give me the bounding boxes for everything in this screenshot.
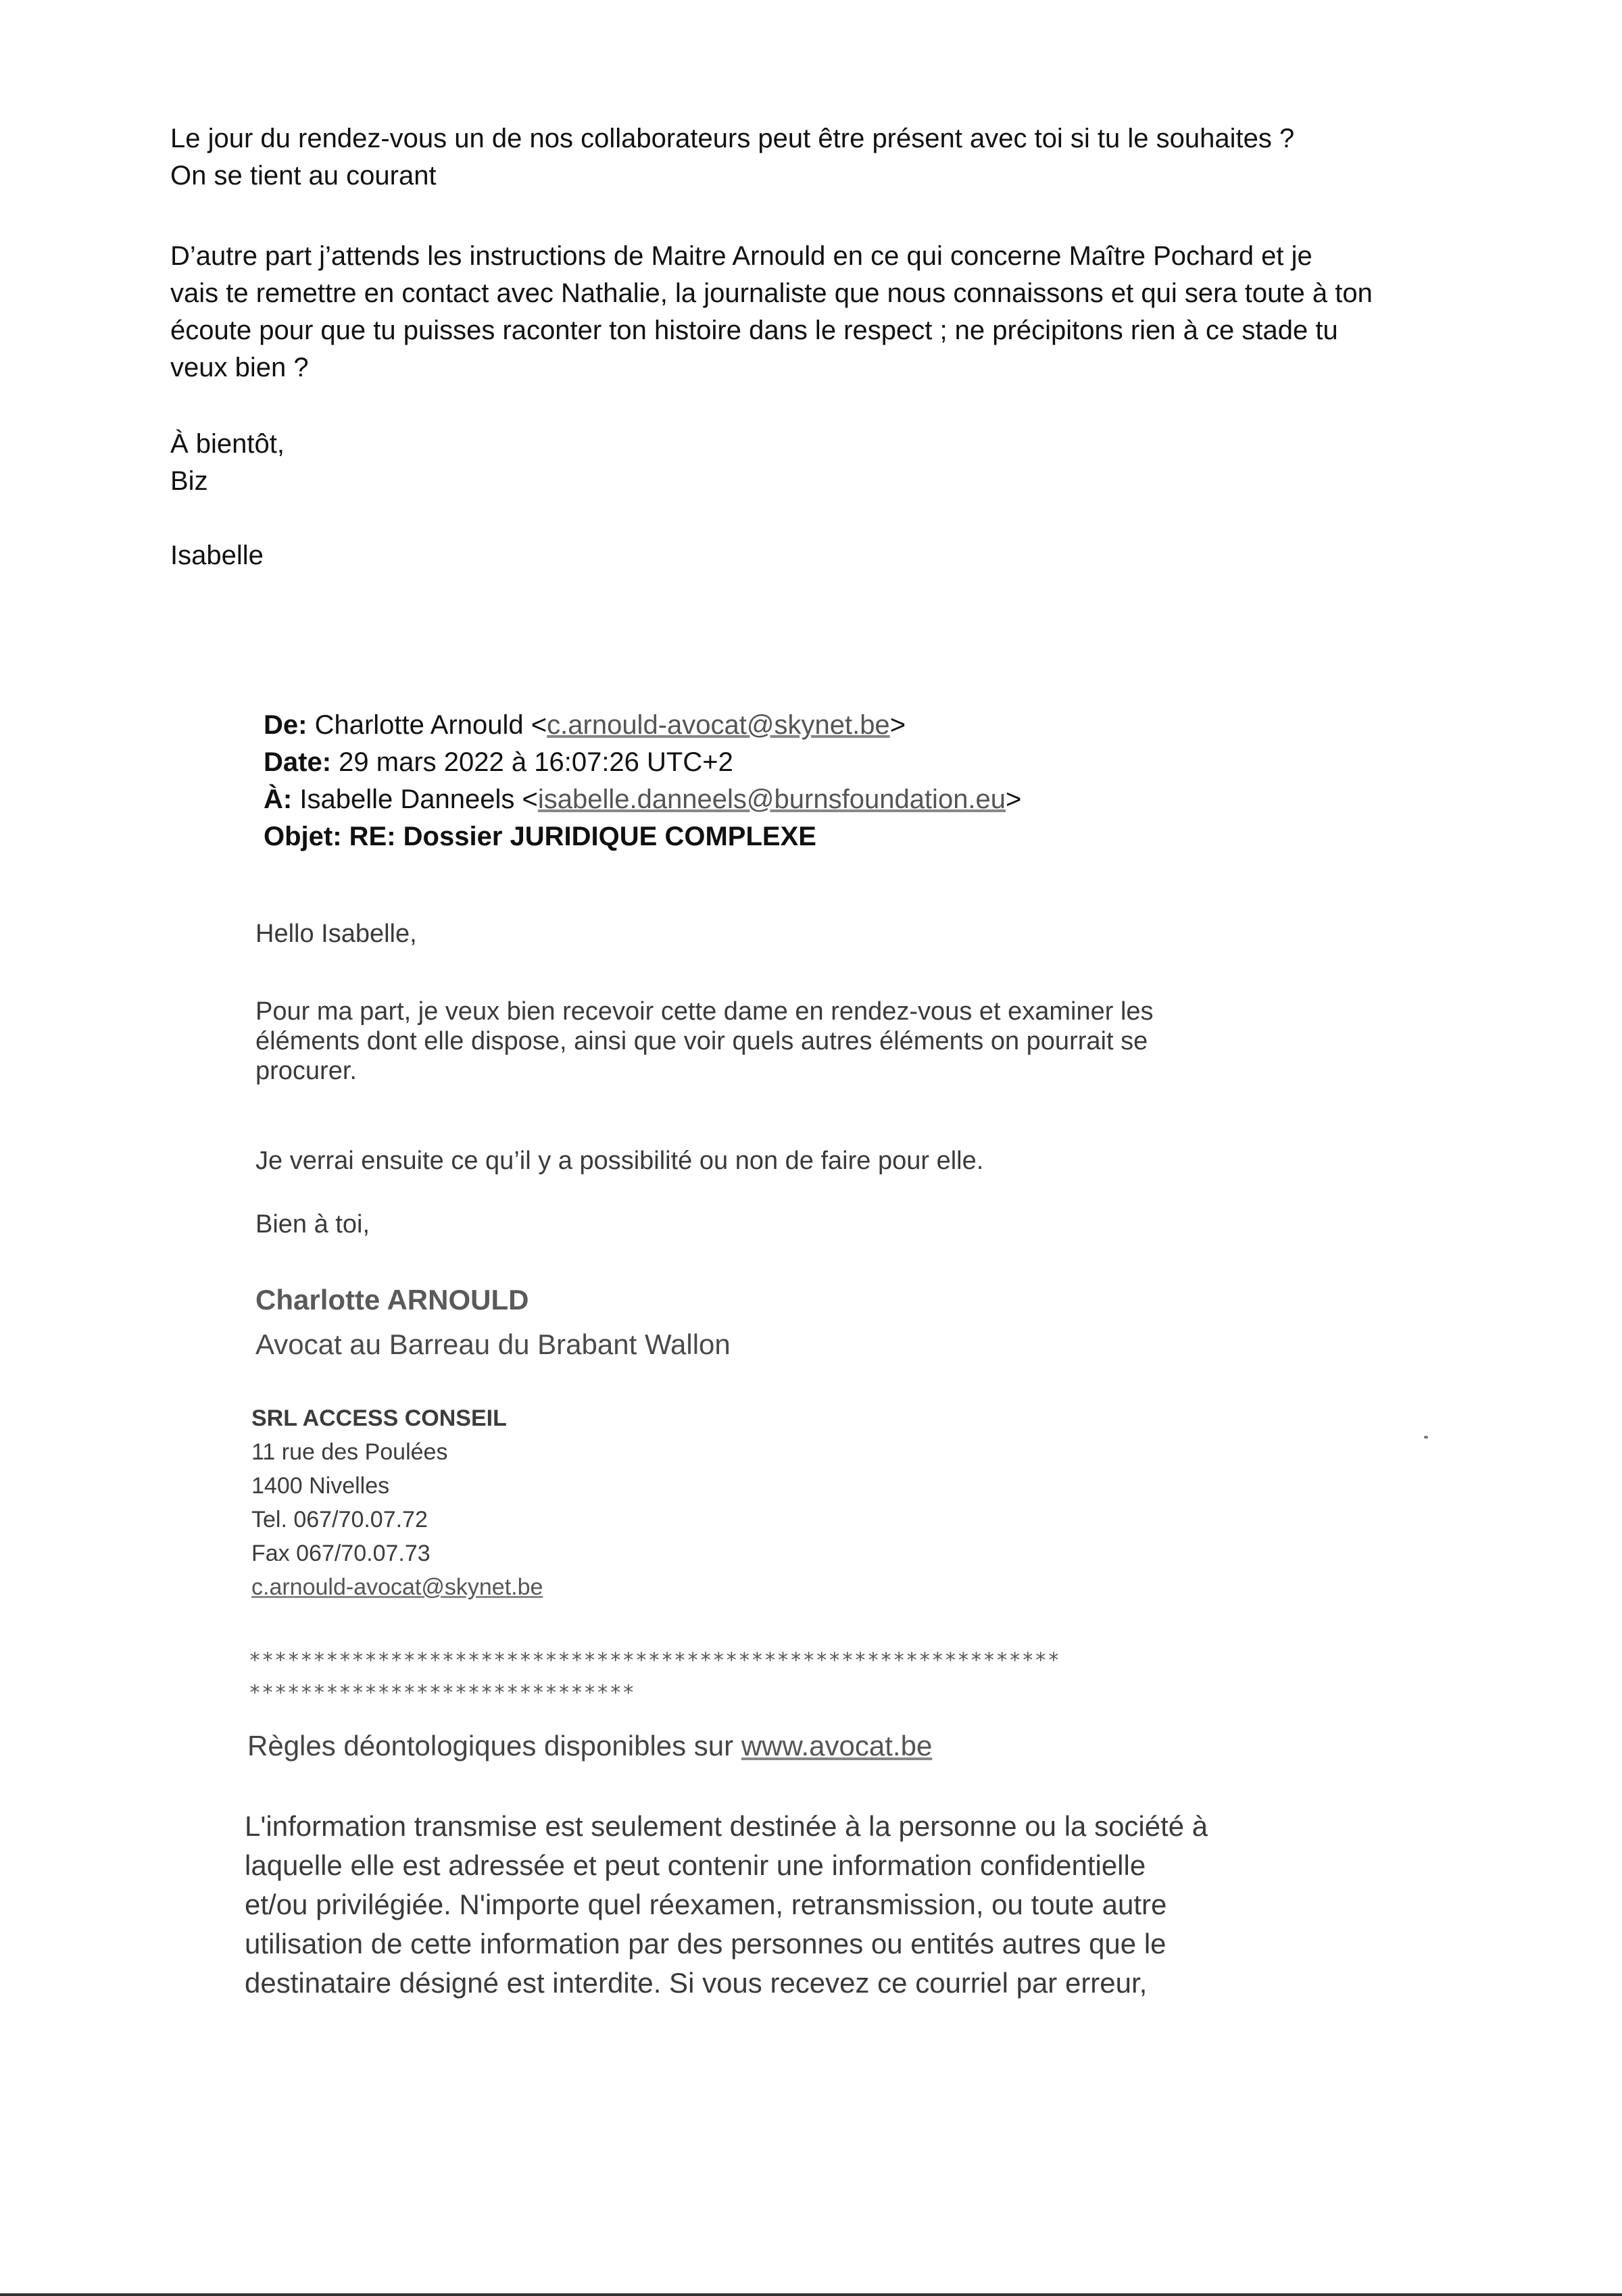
to-email-link[interactable]: isabelle.danneels@burnsfoundation.eu [537,784,1006,814]
header-subject [264,818,1021,855]
to-name: Isabelle Danneels < [299,784,538,814]
city-address: 1400 Nivelles [251,1473,390,1499]
date-value: 29 mars 2022 à 16:07:26 UTC+2 [339,747,733,777]
header-to [264,781,1021,818]
legal-disclaimer [245,1807,1394,2003]
rules-text: Règles déontologiques disponibles sur [247,1730,741,1762]
closing-text: Bien à toi, [255,1210,370,1239]
signature-address [251,1401,543,1604]
text-line: éléments dont elle dispose, ainsi que voir quels autres éléments on pourrait se [255,1027,1148,1055]
text-line: destinataire désigné est interdite. Si vous recevez ce courriel par erreur, [245,1967,1148,1999]
to-close: > [1006,784,1022,814]
reply-greeting [255,919,1404,949]
text-line: vais te remettre en contact avec Nathalie, la journaliste que nous connaissons et qui sera toute à ton [170,278,1373,308]
header-from [264,707,1021,744]
text-line: utilisation de cette information par des personnes ou entités autres que le [245,1928,1166,1960]
closing-text: À bientôt, [170,429,285,459]
subject-label: Objet: [264,822,342,851]
top-paragraph-1 [170,120,1454,195]
text-line: veux bien ? [170,353,309,382]
text-line: Pour ma part, je veux bien recevoir cette dame en rendez-vous et examiner les [255,997,1154,1026]
from-label: De: [264,710,308,740]
company-name: SRL ACCESS CONSEIL [251,1405,507,1431]
subject-value: RE: Dossier JURIDIQUE COMPLEXE [349,822,816,851]
signature-email-link[interactable]: c.arnould-avocat@skynet.be [251,1574,543,1600]
from-email-link[interactable]: c.arnould-avocat@skynet.be [547,710,890,740]
top-closing [170,426,1454,500]
text-line: et/ou privilégiée. N'importe quel réexamen, retransmission, ou toute autre [245,1889,1167,1920]
text-line: procurer. [255,1057,357,1085]
text-line: D’autre part j’attends les instructions de Maitre Arnould en ce qui concerne Maître Pochard et je [170,241,1312,271]
header-date [264,744,1021,781]
top-signature [170,537,1454,574]
separator-line: ****************************** [249,1681,635,1705]
from-name: Charlotte Arnould < [314,710,547,740]
greeting-text: Hello Isabelle, [255,920,417,948]
biz-text: Biz [170,466,208,496]
telephone: Tel. 067/70.07.72 [251,1507,428,1532]
email-header [264,707,1021,855]
text-line: laquelle elle est adressée et peut contenir une information confidentielle [245,1849,1146,1881]
text-line: écoute pour que tu puisses raconter ton histoire dans le respect ; ne précipitons rien à ce stade tu [170,316,1338,345]
text-line: On se tient au courant [170,161,437,191]
separator-line: *************************************************************** [249,1649,1060,1672]
text-line: Je verrai ensuite ce qu’il y a possibilité ou non de faire pour elle. [255,1147,984,1175]
date-label: Date: [264,747,332,777]
reply-paragraph-1 [255,997,1404,1086]
top-paragraph-2 [170,238,1454,386]
to-label: À: [264,784,293,814]
asterisk-separator [249,1645,1060,1709]
page-bottom-edge [0,2293,1622,2296]
reply-closing [255,1209,1404,1239]
rules-line [247,1730,932,1762]
street-address: 11 rue des Poulées [251,1439,448,1465]
reply-paragraph-2 [255,1146,1404,1176]
signature-text: Isabelle [170,541,264,570]
avocat-link[interactable]: www.avocat.be [741,1730,933,1762]
signature-role: Avocat au Barreau du Brabant Wallon [255,1328,731,1360]
signature-name: Charlotte ARNOULD [255,1284,529,1316]
scan-speck [1424,1436,1428,1439]
fax: Fax 067/70.07.73 [251,1541,431,1566]
from-close: > [889,710,906,740]
text-line: Le jour du rendez-vous un de nos collaborateurs peut être présent avec toi si tu le souhaites ? [170,124,1295,153]
text-line: L'information transmise est seulement destinée à la personne ou la société à [245,1810,1208,1842]
